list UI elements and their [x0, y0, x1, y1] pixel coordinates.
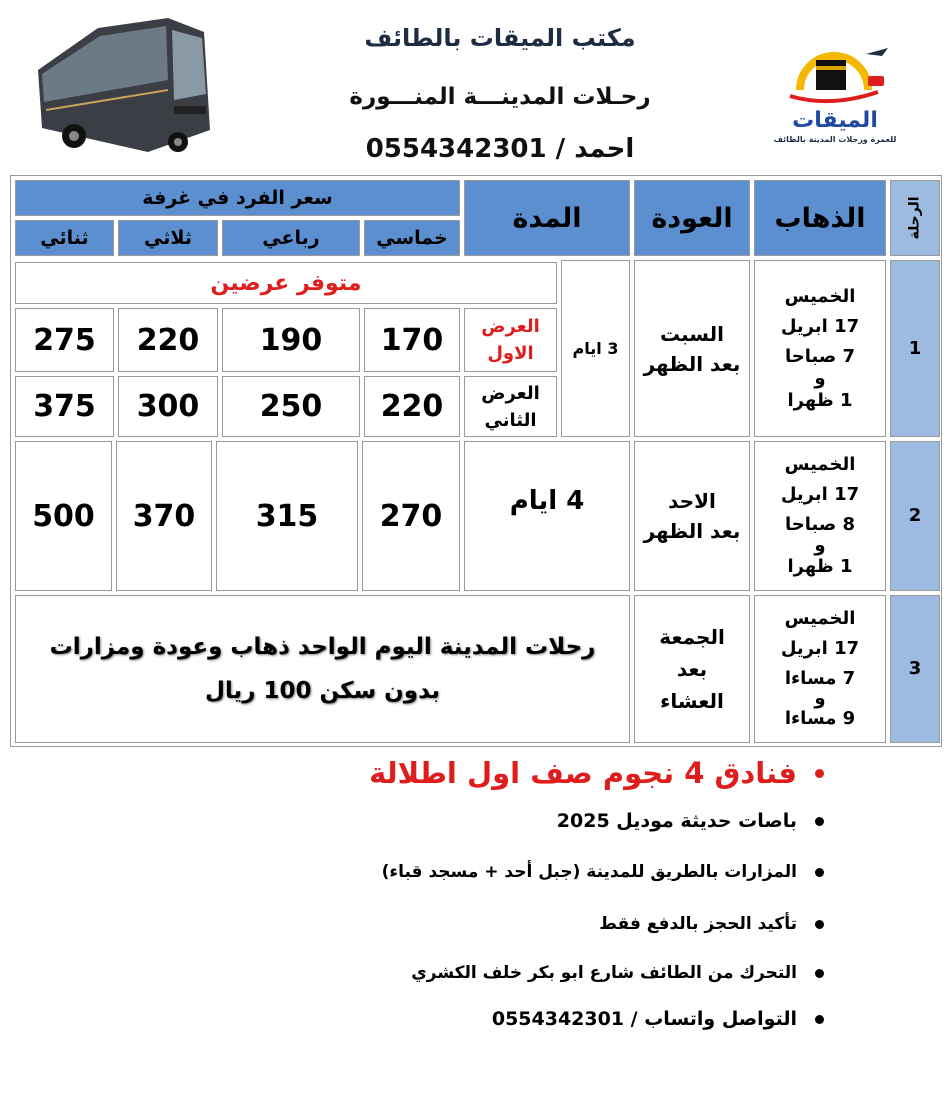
trips-title: رحـلات المدينـــة المنـــورة [349, 84, 651, 110]
price-cell: 370 [116, 441, 212, 591]
header-trip: الرحلة [890, 180, 940, 256]
price-cell: 170 [364, 308, 460, 372]
price-cell: 315 [216, 441, 358, 591]
trip-number: 3 [890, 595, 940, 743]
duration-cell: 3 ايام [561, 260, 630, 437]
price-cell: 270 [362, 441, 460, 591]
day-trip-description: رحلات المدينة اليوم الواحد ذهاب وعودة ومزارات بدون سكن 100 ريال [15, 595, 630, 743]
header-room-3: ثلاثي [118, 220, 218, 256]
feature-item: باصات حديثة موديل 2025 [557, 810, 824, 832]
offer-label: العرض الاول [464, 308, 557, 372]
header-return: العودة [634, 180, 750, 256]
bullet-icon [815, 920, 824, 929]
bus-image [28, 10, 218, 160]
price-cell: 275 [15, 308, 114, 372]
departure-cell: الخميس 17 ابريل 8 صباحا و 1 ظهرا [754, 441, 886, 591]
header-room-4: رباعي [222, 220, 360, 256]
plane-icon [866, 48, 888, 56]
header-room-5: خماسي [364, 220, 460, 256]
price-cell: 220 [118, 308, 218, 372]
logo-tagline: للعمرة ورحلات المدينة بالطائف [773, 135, 897, 144]
feature-item: المزارات بالطريق للمدينة (جبل أحد + مسجد قباء) [382, 862, 824, 882]
bullet-icon [815, 817, 824, 826]
price-cell: 300 [118, 376, 218, 437]
bullet-icon [815, 769, 824, 778]
kaaba-icon [800, 56, 868, 90]
logo [770, 30, 900, 150]
price-cell: 220 [364, 376, 460, 437]
price-cell: 250 [222, 376, 360, 437]
header-room-2: ثنائي [15, 220, 114, 256]
bullet-icon [815, 868, 824, 877]
bus-icon [868, 76, 884, 86]
header-price-group: سعر الفرد في غرفة [15, 180, 460, 216]
return-cell: السبت بعد الظهر [634, 260, 750, 437]
departure-cell: الخميس 17 ابريل 7 صباحا و 1 ظهرا [754, 260, 886, 437]
feature-item: التواصل واتساب / 0554342301 [492, 1008, 824, 1030]
offers-note: متوفر عرضين [15, 262, 557, 304]
price-cell: 190 [222, 308, 360, 372]
bullet-icon [815, 1015, 824, 1024]
departure-cell: الخميس 17 ابريل 7 مساءا و 9 مساءا [754, 595, 886, 743]
feature-item: فنادق 4 نجوم صف اول اطلالة [369, 756, 824, 790]
office-title: مكتب الميقات بالطائف [364, 24, 636, 52]
contact-line: احمد / 0554342301 [365, 134, 635, 164]
return-cell: الجمعة بعد العشاء [634, 595, 750, 743]
header-departure: الذهاب [754, 180, 886, 256]
bullet-icon [815, 969, 824, 978]
feature-item: تأكيد الحجز بالدفع فقط [599, 914, 824, 934]
trip-number: 2 [890, 441, 940, 591]
return-cell: الاحد بعد الظهر [634, 441, 750, 591]
feature-item: التحرك من الطائف شارع ابو بكر خلف الكشري [411, 963, 824, 983]
price-cell: 375 [15, 376, 114, 437]
price-cell: 500 [15, 441, 112, 591]
offer-label: العرض الثاني [464, 376, 557, 437]
trip-number: 1 [890, 260, 940, 437]
header-duration: المدة [464, 180, 630, 256]
logo-brand: الميقات [792, 108, 878, 133]
duration-cell: 4 ايام [464, 441, 630, 591]
